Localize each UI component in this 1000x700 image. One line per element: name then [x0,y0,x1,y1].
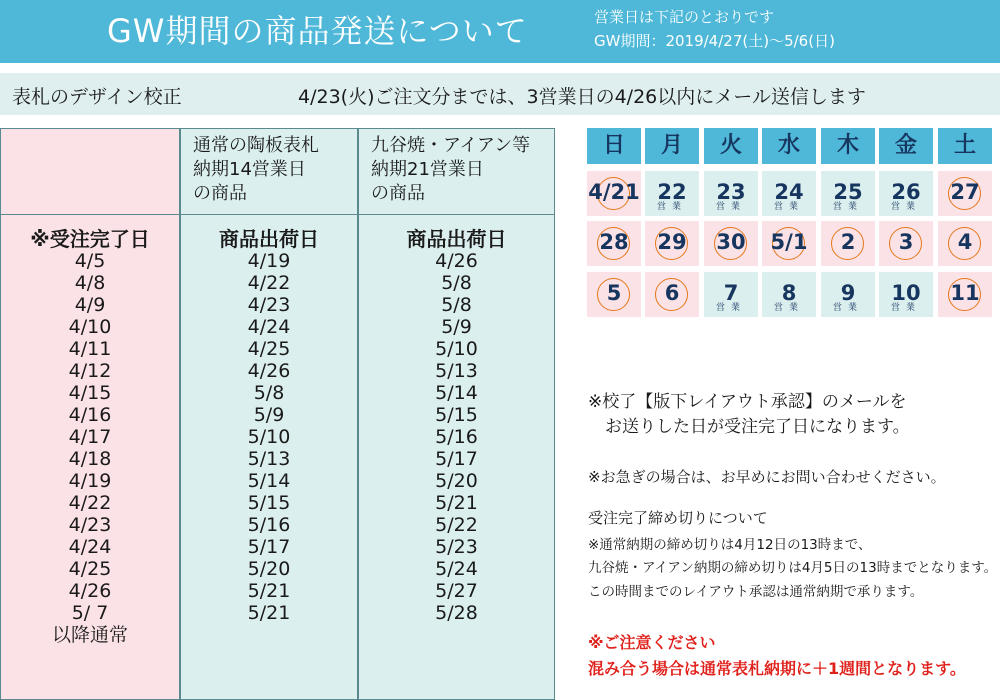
standard-ship-date: 5/20 [247,558,291,580]
order-date: 4/11 [68,338,112,360]
standard-ship-date: 5/9 [253,404,285,426]
standard-ship-date: 4/23 [247,294,291,316]
standard-header-line: 通常の陶板表札 [193,135,319,156]
rush-note: ※お急ぎの場合は、お早めにお問い合わせください。 [588,468,946,486]
deadline-line: ※通常納期の締め切りは4月12日の13時まで、 [588,537,872,553]
standard-column [180,128,358,700]
caution-title: ※ご注意ください [588,633,716,652]
calendar-business-day [762,272,816,317]
order-date-list [1,250,179,646]
standard-header-line: 納期14営業日 [193,159,306,180]
standard-ship-date: 5/14 [247,470,291,492]
deadline-line: この時間までのレイアウト承認は通常納期で承ります。 [588,584,924,600]
kutani-ship-date: 5/10 [435,338,478,360]
calendar-holiday [587,171,641,216]
kutani-ship-list [359,250,554,624]
calendar-day-number: 5/1 [770,230,808,254]
standard-ship-date: 4/26 [247,360,291,382]
proof-title: 表札のデザイン校正 [12,86,182,108]
kutani-ship-date: 5/8 [441,294,472,316]
kutani-ship-date: 5/9 [441,316,472,338]
calendar-holiday [645,221,699,266]
calendar-day-number: 6 [664,281,680,305]
order-date: 4/15 [68,382,112,404]
header-banner [0,0,1000,63]
business-day-label: 営業 [832,202,863,212]
calendar-holiday [821,221,875,266]
order-date-column [0,128,180,700]
order-date: 4/5 [74,250,106,272]
standard-ship-title: 商品出荷日 [219,227,319,251]
calendar-holiday [879,221,933,266]
weekday-header: 月 [645,128,699,164]
kutani-ship-date: 5/23 [435,536,478,558]
calendar-business-day [762,171,816,216]
weekday-header: 金 [879,128,933,164]
calendar-day-number: 24 [774,180,804,204]
order-date: 4/25 [68,558,112,580]
business-day-label: 営業 [890,202,921,212]
calendar-business-day [704,171,758,216]
calendar-day-number: 30 [716,230,746,254]
calendar-business-day [821,272,875,317]
weekday-header: 水 [762,128,816,164]
kutani-ship-date: 5/27 [435,580,478,602]
kutani-header-line: の商品 [371,183,425,204]
kutani-ship-date: 5/17 [435,448,478,470]
kutani-ship-date: 5/14 [435,382,478,404]
proof-text: 4/23(火)ご注文分までは、3営業日の4/26以内にメール送信します [298,86,866,108]
kutani-ship-date: 4/26 [435,250,478,272]
calendar-day-number: 4 [957,230,973,254]
calendar-day-number: 10 [891,281,921,305]
kutani-ship-date: 5/24 [435,558,478,580]
order-date: 4/26 [68,580,112,602]
calendar-day-number: 11 [950,281,980,305]
gw-period: GW期間：2019/4/27(土)～5/6(日) [594,32,835,50]
weekday-header: 木 [821,128,875,164]
calendar-day-number: 28 [599,230,629,254]
calendar-holiday [938,221,992,266]
calendar-day-number: 25 [833,180,863,204]
calendar-day-number: 29 [657,230,687,254]
standard-ship-list [181,250,357,624]
standard-ship-date: 5/13 [247,448,291,470]
kutani-ship-title: 商品出荷日 [406,227,507,251]
calendar-holiday [645,272,699,317]
standard-header [181,129,357,215]
order-date: 4/22 [68,492,112,514]
standard-ship-date: 4/24 [247,316,291,338]
order-date: 4/8 [74,272,106,294]
business-days-note: 営業日は下記のとおりです [594,8,775,26]
order-date: 4/12 [68,360,112,382]
calendar-day-number: 26 [891,180,921,204]
business-day-label: 営業 [715,202,746,212]
kutani-ship-date: 5/22 [435,514,478,536]
kutani-header-line: 九谷焼・アイアン等 [371,135,531,156]
standard-ship-date: 5/15 [247,492,291,514]
calendar-day-number: 7 [723,281,739,305]
kutani-header [359,129,554,215]
calendar-business-day [645,171,699,216]
standard-ship-date: 4/22 [247,272,291,294]
standard-ship-date: 5/21 [247,602,291,624]
order-date: 4/10 [68,316,112,338]
order-date: 4/19 [68,470,112,492]
order-date: 4/16 [68,404,112,426]
order-date: 5/ 7 [71,602,109,624]
business-day-label: 営業 [890,303,921,313]
standard-ship-date: 5/21 [247,580,291,602]
calendar-holiday [587,221,641,266]
order-date: 4/18 [68,448,112,470]
business-day-label: 営業 [832,303,863,313]
calendar-business-day [821,171,875,216]
kutani-ship-date: 5/13 [435,360,478,382]
proof-note-line: お送りした日が受注完了日になります。 [605,417,910,437]
calendar-day-number: 2 [840,230,856,254]
empty-header-cell [1,129,179,215]
order-date-title: ※受注完了日 [30,227,150,251]
calendar-day-number: 5 [606,281,622,305]
standard-ship-date: 5/10 [247,426,291,448]
kutani-ship-date: 5/8 [441,272,472,294]
weekday-header: 日 [587,128,641,164]
page-title: GW期間の商品発送について [107,12,528,50]
calendar-day-number: 9 [840,281,856,305]
kutani-header-line: 納期21営業日 [371,159,484,180]
deadline-line: 九谷焼・アイアン納期の締め切りは4月5日の13時までとなります。 [588,560,998,576]
business-day-label: 営業 [656,202,687,212]
calendar-day-number: 8 [781,281,797,305]
calendar-holiday [587,272,641,317]
order-date: 4/24 [68,536,112,558]
standard-header-line: の商品 [193,183,247,204]
standard-ship-date: 4/19 [247,250,291,272]
calendar-holiday [938,272,992,317]
calendar-holiday [762,221,816,266]
calendar-day-number: 23 [716,180,746,204]
kutani-ship-date: 5/15 [435,404,478,426]
order-date: 以降通常 [51,624,128,646]
calendar-business-day [879,171,933,216]
standard-ship-date: 5/16 [247,514,291,536]
calendar-business-day [704,272,758,317]
caution-text: 混み合う場合は通常表札納期に＋1週間となります。 [588,659,966,678]
business-day-label: 営業 [773,202,804,212]
weekday-header: 土 [938,128,992,164]
standard-ship-date: 5/8 [253,382,285,404]
calendar-day-number: 4/21 [588,180,640,204]
standard-ship-date: 4/25 [247,338,291,360]
kutani-ship-date: 5/16 [435,426,478,448]
calendar-day-number: 3 [898,230,914,254]
calendar-day-number: 22 [657,180,687,204]
proof-note-line: ※校了【版下レイアウト承認】のメールを [588,392,907,412]
order-date: 4/23 [68,514,112,536]
shipping-table [0,128,555,700]
calendar-holiday [704,221,758,266]
kutani-ship-date: 5/20 [435,470,478,492]
weekday-header: 火 [704,128,758,164]
kutani-column [358,128,555,700]
kutani-ship-date: 5/21 [435,492,478,514]
business-day-label: 営業 [773,303,804,313]
calendar-day-number: 27 [950,180,980,204]
business-day-label: 営業 [715,303,746,313]
calendar-holiday [938,171,992,216]
kutani-ship-date: 5/28 [435,602,478,624]
proof-bar [0,73,1000,115]
calendar-business-day [879,272,933,317]
order-date: 4/17 [68,426,112,448]
deadline-title: 受注完了締め切りについて [588,509,768,527]
standard-ship-date: 5/17 [247,536,291,558]
order-date: 4/9 [74,294,106,316]
